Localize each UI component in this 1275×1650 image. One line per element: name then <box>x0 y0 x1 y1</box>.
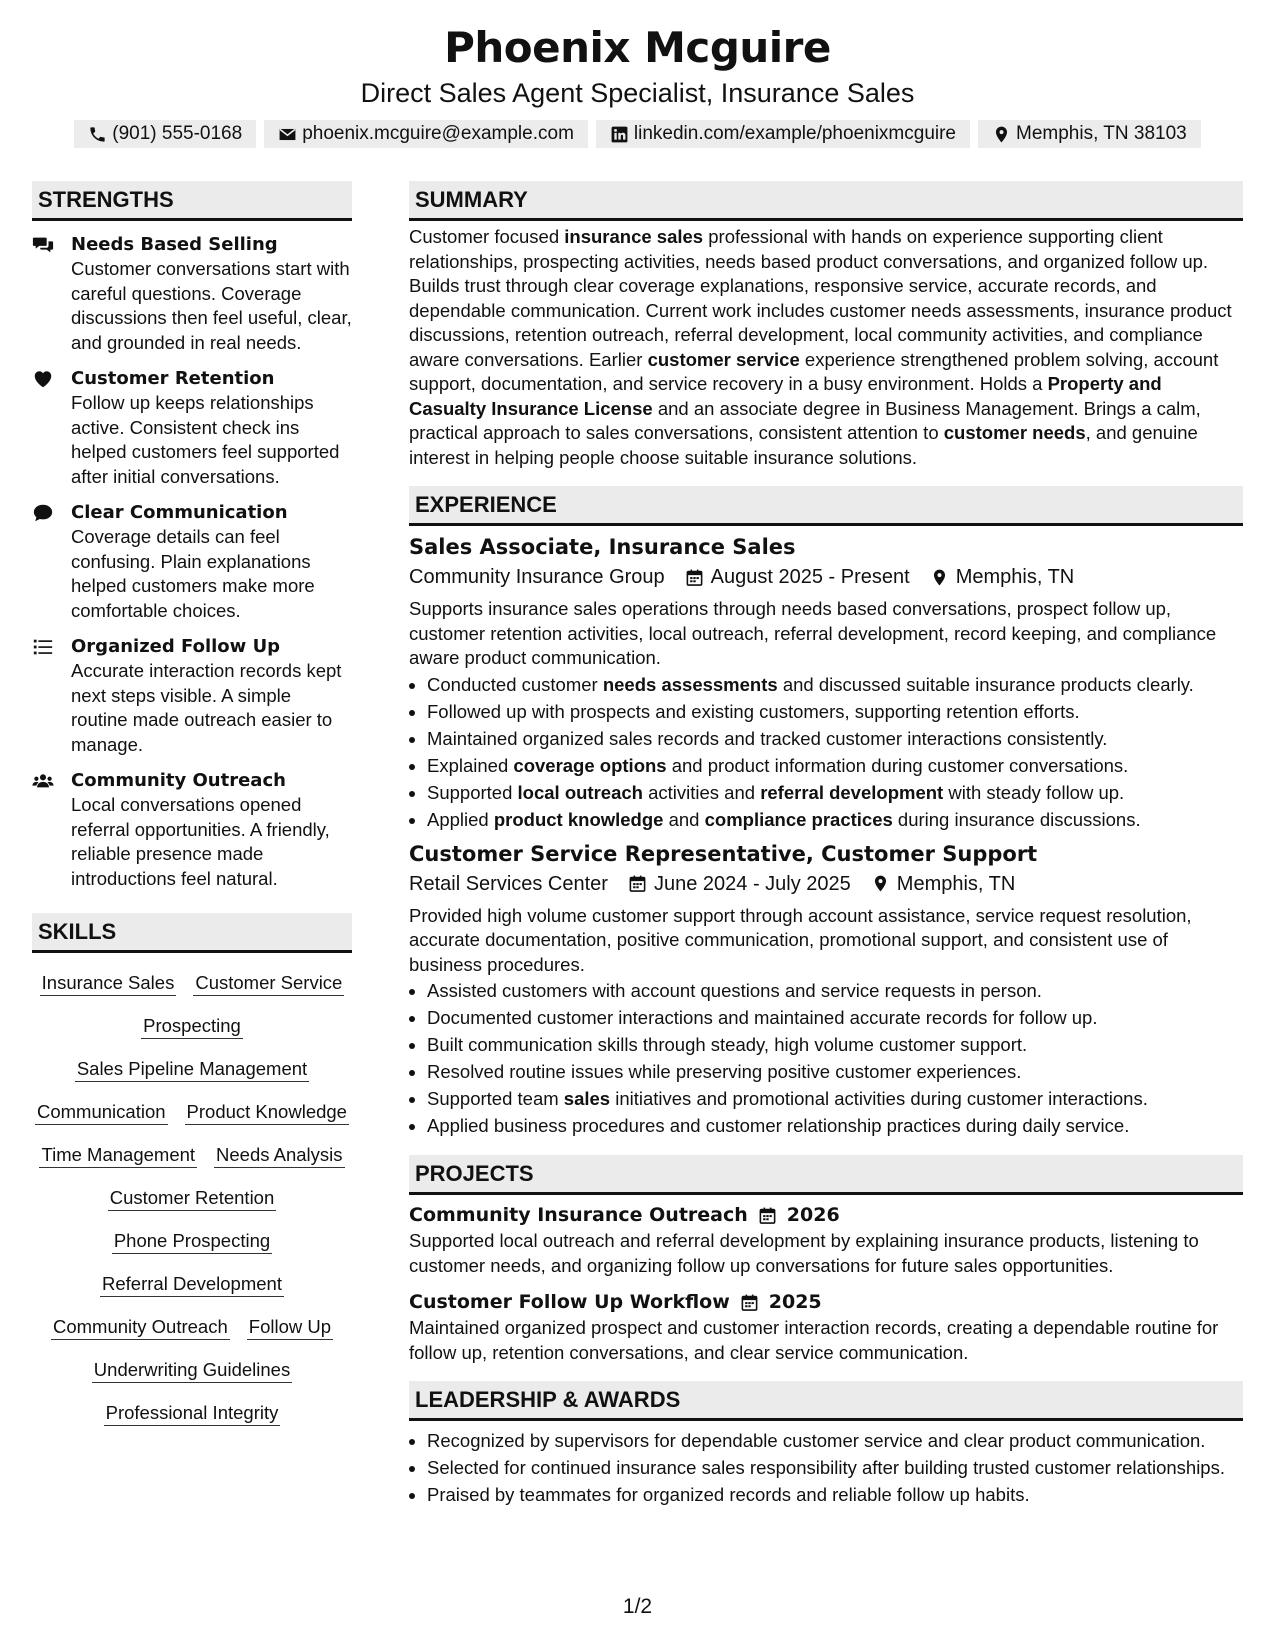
award-item: • Praised by teammates for organized records and reliable follow up habits. <box>427 1481 1243 1508</box>
strength-item <box>32 634 352 757</box>
project-entry <box>409 1288 1243 1365</box>
strength-description: Follow up keeps relationships active. Consistent check ins helped customers feel supported after initial conversations. <box>71 392 340 487</box>
skill-tag: Follow Up <box>247 1314 333 1340</box>
project-description: Maintained organized prospect and customer interaction records, creating a dependable routine for follow up, retention conversations, and clear service communication. <box>409 1317 1219 1363</box>
skill-tag: Communication <box>35 1099 168 1125</box>
page-number: 1/2 <box>622 1595 653 1618</box>
emphasis-text: sales <box>563 1088 611 1109</box>
job-company: Community Insurance Group <box>409 566 665 588</box>
strength-description: Accurate interaction records kept next steps visible. A simple routine made outreach easier to manage. <box>71 660 342 755</box>
left-column <box>32 181 352 1426</box>
job-bullet: • Built communication skills through steady, high volume customer support. <box>427 1031 1243 1058</box>
project-title: Community Insurance Outreach <box>409 1204 748 1226</box>
emphasis-text: local outreach <box>517 781 643 803</box>
skill-tag: Prospecting <box>141 1013 243 1039</box>
job-dates: June 2024 - July 2025 <box>653 872 851 895</box>
experience-section <box>409 486 1243 1139</box>
project-title-row <box>409 1288 1243 1316</box>
skill-tag: Underwriting Guidelines <box>92 1357 292 1383</box>
phone-icon <box>88 125 107 144</box>
contact-phone-text: (901) 555-0168 <box>112 123 243 144</box>
skills-heading: SKILLS <box>32 913 352 953</box>
strength-description: Coverage details can feel confusing. Plain explanations helped customers make more comfortable choices. <box>71 526 315 621</box>
awards-heading: LEADERSHIP & AWARDS <box>409 1381 1243 1421</box>
project-year: 2026 <box>786 1204 840 1226</box>
strength-description: Customer conversations start with careful questions. Coverage discussions then feel useful, clear, and grounded in real needs. <box>71 258 352 353</box>
contact-location <box>978 120 1201 148</box>
candidate-name: Phoenix Mcguire <box>444 23 831 72</box>
contact-phone[interactable] <box>74 120 256 148</box>
job-bullet: • Documented customer interactions and maintained accurate records for follow up. <box>427 1004 1243 1031</box>
job-bullet: • Resolved routine issues while preserving positive customer experiences. <box>427 1058 1243 1085</box>
projects-section <box>409 1155 1243 1365</box>
job-bullet: • Supported local outreach activities and referral development with steady follow up. <box>427 779 1243 806</box>
users-icon <box>32 770 54 792</box>
strength-title: Community Outreach <box>71 770 286 791</box>
job-bullet: • Conducted customer needs assessments and discussed suitable insurance products clearly. <box>427 671 1243 698</box>
job-entry <box>409 532 1243 833</box>
emphasis-text: needs assessments <box>602 673 778 695</box>
award-item: • Selected for continued insurance sales responsibility after building trusted customer relationships. <box>427 1454 1243 1481</box>
strength-title: Needs Based Selling <box>71 234 278 255</box>
calendar-icon <box>758 1206 777 1225</box>
experience-heading: EXPERIENCE <box>409 486 1243 526</box>
skill-tag: Referral Development <box>100 1271 284 1297</box>
job-bullets <box>409 671 1243 833</box>
map-pin-icon <box>992 125 1011 144</box>
job-bullet: • Applied product knowledge and compliance practices during insurance discussions. <box>427 806 1243 833</box>
job-bullet: • Assisted customers with account questions and service requests in person. <box>427 977 1243 1004</box>
strength-title: Customer Retention <box>71 368 275 389</box>
job-company: Retail Services Center <box>409 872 608 895</box>
list-icon <box>32 636 54 658</box>
heart-icon <box>32 368 54 390</box>
candidate-title: Direct Sales Agent Specialist, Insurance Sales <box>360 78 915 108</box>
job-entry <box>409 839 1243 1140</box>
emphasis-text: coverage options <box>513 754 667 776</box>
summary-text: Customer focused insurance sales professional with hands on experience supporting client relationships, prospecting activities, needs based product conversations, and organized follow up. Builds trust through clear coverage explanations, responsive service, accurate records, and dependable communication. Current work includes customer needs assessments, insurance product discussions, retention outreach, referral development, local community activities, and compliance aware conversations. Earlier customer service experience strengthened problem solving, account support, documentation, and service recovery in a busy environment. Holds a Property and Casualty Insurance License and an associate degree in Business Management. Brings a calm, practical approach to sales conversations, consistent attention to customer needs, and genuine interest in helping people choose suitable insurance solutions. <box>409 226 1232 468</box>
contact-email-text: phoenix.mcguire@example.com <box>302 123 574 144</box>
contact-bar <box>0 120 1275 148</box>
calendar-icon <box>628 874 647 893</box>
job-dates: August 2025 - Present <box>710 566 910 588</box>
projects-heading: PROJECTS <box>409 1155 1243 1195</box>
skill-tag: Product Knowledge <box>185 1099 349 1125</box>
awards-list <box>409 1427 1243 1508</box>
job-description: Provided high volume customer support through account assistance, service request resolution, accurate documentation, positive communication, promotional support, and consistent use of business procedures. <box>409 904 1192 975</box>
project-title-row <box>409 1201 1243 1229</box>
emphasis-text: product knowledge <box>493 808 664 830</box>
job-bullets <box>409 977 1243 1139</box>
contact-linkedin-text: linkedin.com/example/phoenixmcguire <box>633 123 956 144</box>
award-item: • Recognized by supervisors for dependable customer service and clear product communication. <box>427 1427 1243 1454</box>
emphasis-text: insurance sales <box>564 226 704 247</box>
job-meta <box>409 562 1243 592</box>
chat-bubbles-icon <box>32 234 54 256</box>
right-column <box>409 181 1243 1524</box>
envelope-icon <box>278 125 297 144</box>
job-meta <box>409 869 1243 899</box>
summary-heading: SUMMARY <box>409 181 1243 221</box>
job-title: Customer Service Representative, Customer Support <box>409 841 1038 866</box>
skill-tag: Needs Analysis <box>214 1142 344 1168</box>
strength-item <box>32 500 352 623</box>
strength-item <box>32 366 352 489</box>
skill-tag: Phone Prospecting <box>112 1228 272 1254</box>
job-bullet: • Applied business procedures and customer relationship practices during daily service. <box>427 1112 1243 1139</box>
resume-header <box>0 22 1275 148</box>
job-location: Memphis, TN <box>896 872 1016 895</box>
strength-item <box>32 232 352 355</box>
project-title: Customer Follow Up Workflow <box>409 1291 730 1313</box>
speech-bubble-icon <box>32 502 54 524</box>
emphasis-text: compliance practices <box>704 808 893 830</box>
contact-location-text: Memphis, TN 38103 <box>1016 123 1187 144</box>
job-description: Supports insurance sales operations through needs based conversations, prospect follow up, customer retention activities, local outreach, referral development, record keeping, and compliance aware product communication. <box>409 598 1217 668</box>
map-pin-icon <box>930 568 949 587</box>
calendar-icon <box>685 568 704 587</box>
emphasis-text: customer service <box>647 348 800 370</box>
strength-title: Organized Follow Up <box>71 636 281 657</box>
skill-tag: Community Outreach <box>51 1314 230 1340</box>
project-description: Supported local outreach and referral development by explaining insurance products, listening to customer needs, and organizing follow up conversations for future sales opportunities. <box>409 1230 1199 1276</box>
strengths-heading: STRENGTHS <box>32 181 352 221</box>
job-bullet: • Maintained organized sales records and tracked customer interactions consistently. <box>427 725 1243 752</box>
strength-title: Clear Communication <box>71 502 288 523</box>
job-title: Sales Associate, Insurance Sales <box>409 535 796 559</box>
map-pin-icon <box>871 874 890 893</box>
skill-tag: Insurance Sales <box>40 970 177 996</box>
project-entry <box>409 1201 1243 1278</box>
emphasis-text: Property and Casualty Insurance License <box>409 373 1162 419</box>
skill-tag: Customer Retention <box>108 1185 277 1211</box>
strength-description: Local conversations opened referral opportunities. A friendly, reliable presence made introductions feel natural. <box>71 794 330 889</box>
strength-item <box>32 768 352 891</box>
skill-tag: Sales Pipeline Management <box>75 1056 309 1082</box>
skills-list <box>32 970 352 1426</box>
emphasis-text: referral development <box>760 781 944 803</box>
contact-email[interactable] <box>264 120 588 148</box>
job-location: Memphis, TN <box>955 566 1075 588</box>
job-bullet: • Explained coverage options and product information during customer conversations. <box>427 752 1243 779</box>
emphasis-text: customer needs <box>943 422 1086 443</box>
contact-linkedin[interactable] <box>596 120 970 148</box>
project-year: 2025 <box>768 1291 822 1313</box>
calendar-icon <box>740 1293 759 1312</box>
job-bullet: • Supported team sales initiatives and promotional activities during customer interactions. <box>427 1085 1243 1112</box>
linkedin-icon <box>610 125 629 144</box>
summary-section <box>409 181 1243 470</box>
skill-tag: Professional Integrity <box>104 1400 281 1426</box>
job-bullet: • Followed up with prospects and existing customers, supporting retention efforts. <box>427 698 1243 725</box>
skill-tag: Customer Service <box>193 970 344 996</box>
awards-section <box>409 1381 1243 1508</box>
skill-tag: Time Management <box>39 1142 197 1168</box>
